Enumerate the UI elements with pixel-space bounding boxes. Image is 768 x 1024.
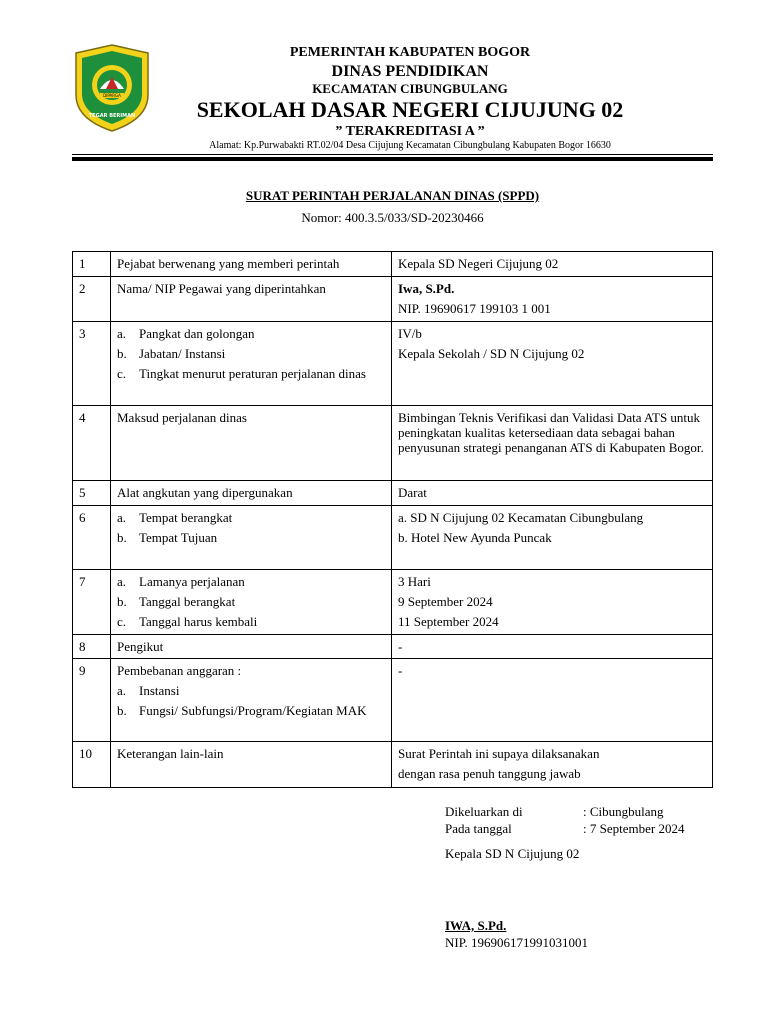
row-label <box>111 322 392 406</box>
letterhead-government: PEMERINTAH KABUPATEN BOGOR <box>289 45 531 60</box>
budget-label: Pembebanan anggaran : <box>117 663 242 678</box>
table-row <box>73 506 713 570</box>
row-number: 5 <box>73 481 111 506</box>
letterhead-department: DINAS PENDIDIKAN <box>331 63 489 80</box>
row-number: 8 <box>73 635 111 659</box>
table-row <box>73 481 713 506</box>
logo-center-text: DIPARGA <box>103 93 121 98</box>
table-row <box>73 277 713 322</box>
table-row <box>73 742 713 788</box>
table-row <box>73 635 713 659</box>
list-marker: b. <box>117 530 127 545</box>
list-item: Jabatan/ Instansi <box>139 346 226 361</box>
row-value: Darat <box>392 481 713 506</box>
return-date: 11 September 2024 <box>398 614 499 629</box>
signatory-nip: NIP. 196906171991031001 <box>445 935 589 950</box>
row-value <box>392 322 713 406</box>
letterhead-rule-thin <box>72 154 713 155</box>
list-marker: a. <box>117 683 127 698</box>
issued-at-value: : Cibungbulang <box>583 804 664 819</box>
row-value: Kepala SD Negeri Cijujung 02 <box>392 252 713 277</box>
row-label: Pengikut <box>111 635 392 659</box>
row-label <box>111 659 392 742</box>
table-row <box>73 570 713 635</box>
departure-place: a. SD N Cijujung 02 Kecamatan Cibungbulang <box>398 510 644 525</box>
document-number: Nomor: 400.3.5/033/SD-20230466 <box>301 210 484 225</box>
list-item: Tanggal berangkat <box>139 594 236 609</box>
row-value <box>392 277 713 322</box>
list-marker: c. <box>117 614 127 629</box>
row-number: 1 <box>73 252 111 277</box>
list-item: Fungsi/ Subfungsi/Program/Kegiatan MAK <box>139 703 367 718</box>
duration-value: 3 Hari <box>398 574 431 589</box>
issued-date-label: Pada tanggal <box>445 821 512 836</box>
row-label: Alat angkutan yang dipergunakan <box>111 481 392 506</box>
table-row <box>73 406 713 481</box>
row-value: - <box>392 635 713 659</box>
list-marker: a. <box>117 510 127 525</box>
list-marker: a. <box>117 574 127 589</box>
row-number: 9 <box>73 659 111 742</box>
row-label: Keterangan lain-lain <box>111 742 392 788</box>
row-number: 6 <box>73 506 111 570</box>
list-item: Instansi <box>139 683 180 698</box>
issued-at-row <box>445 804 664 820</box>
letterhead-address: Alamat: Kp.Purwabakti RT.02/04 Desa Cijujung Kecamatan Cibungbulang Kabupaten Bogor 16630 <box>209 140 611 151</box>
position-value: Kepala Sekolah / SD N Cijujung 02 <box>398 346 585 361</box>
issued-date-row <box>445 821 685 837</box>
list-marker: b. <box>117 703 127 718</box>
list-marker: b. <box>117 594 127 609</box>
row-value <box>392 506 713 570</box>
list-item: Pangkat dan golongan <box>139 326 255 341</box>
list-item: Lamanya perjalanan <box>139 574 245 589</box>
list-item: Tempat Tujuan <box>139 530 218 545</box>
row-number: 3 <box>73 322 111 406</box>
letterhead-accreditation: ” TERAKREDITASI A ” <box>335 124 485 139</box>
departure-date: 9 September 2024 <box>398 594 493 609</box>
row-number: 7 <box>73 570 111 635</box>
letterhead-district: KECAMATAN CIBUNGBULANG <box>312 81 508 96</box>
list-marker: c. <box>117 366 127 381</box>
remarks-line: Surat Perintah ini supaya dilaksanakan <box>398 746 600 761</box>
row-label: Pejabat berwenang yang memberi perintah <box>111 252 392 277</box>
issued-at-label: Dikeluarkan di <box>445 804 523 819</box>
destination-place: b. Hotel New Ayunda Puncak <box>398 530 552 545</box>
remarks-line: dengan rasa penuh tanggung jawab <box>398 766 581 781</box>
letterhead-school-name: SEKOLAH DASAR NEGERI CIJUJUNG 02 <box>196 97 624 122</box>
table-row <box>73 322 713 406</box>
issued-date-value: : 7 September 2024 <box>583 821 685 836</box>
employee-name: Iwa, S.Pd. <box>398 281 455 296</box>
row-value <box>392 570 713 635</box>
signatory-name: IWA, S.Pd. <box>445 918 507 933</box>
row-label <box>111 570 392 635</box>
rank-value: IV/b <box>398 326 422 341</box>
letterhead-rule-thick <box>72 157 713 161</box>
row-label: Maksud perjalanan dinas <box>111 406 392 481</box>
logo-band-text: TEGAR BERIMAN <box>88 113 136 119</box>
employee-nip: NIP. 19690617 199103 1 001 <box>398 301 551 316</box>
table-row <box>73 659 713 742</box>
list-marker: b. <box>117 346 127 361</box>
list-item: Tingkat menurut peraturan perjalanan dinas <box>139 366 366 381</box>
row-number: 2 <box>73 277 111 322</box>
row-value: - <box>392 659 713 742</box>
row-label <box>111 506 392 570</box>
row-number: 4 <box>73 406 111 481</box>
table-row <box>73 252 713 277</box>
row-label: Nama/ NIP Pegawai yang diperintahkan <box>111 277 392 322</box>
row-value: Bimbingan Teknis Verifikasi dan Validasi Data ATS untuk peningkatan kualitas ketersediaan data sebagai bahan penyusunan strategi penanganan ATS di Kabupaten Bogor. <box>392 406 713 481</box>
signatory-position: Kepala SD N Cijujung 02 <box>445 846 580 861</box>
row-number: 10 <box>73 742 111 788</box>
sppd-table <box>72 251 713 788</box>
row-value <box>392 742 713 788</box>
list-marker: a. <box>117 326 127 341</box>
document-title: SURAT PERINTAH PERJALANAN DINAS (SPPD) <box>245 188 540 203</box>
list-item: Tanggal harus kembali <box>139 614 258 629</box>
kabupaten-bogor-logo <box>72 43 152 133</box>
list-item: Tempat berangkat <box>139 510 233 525</box>
